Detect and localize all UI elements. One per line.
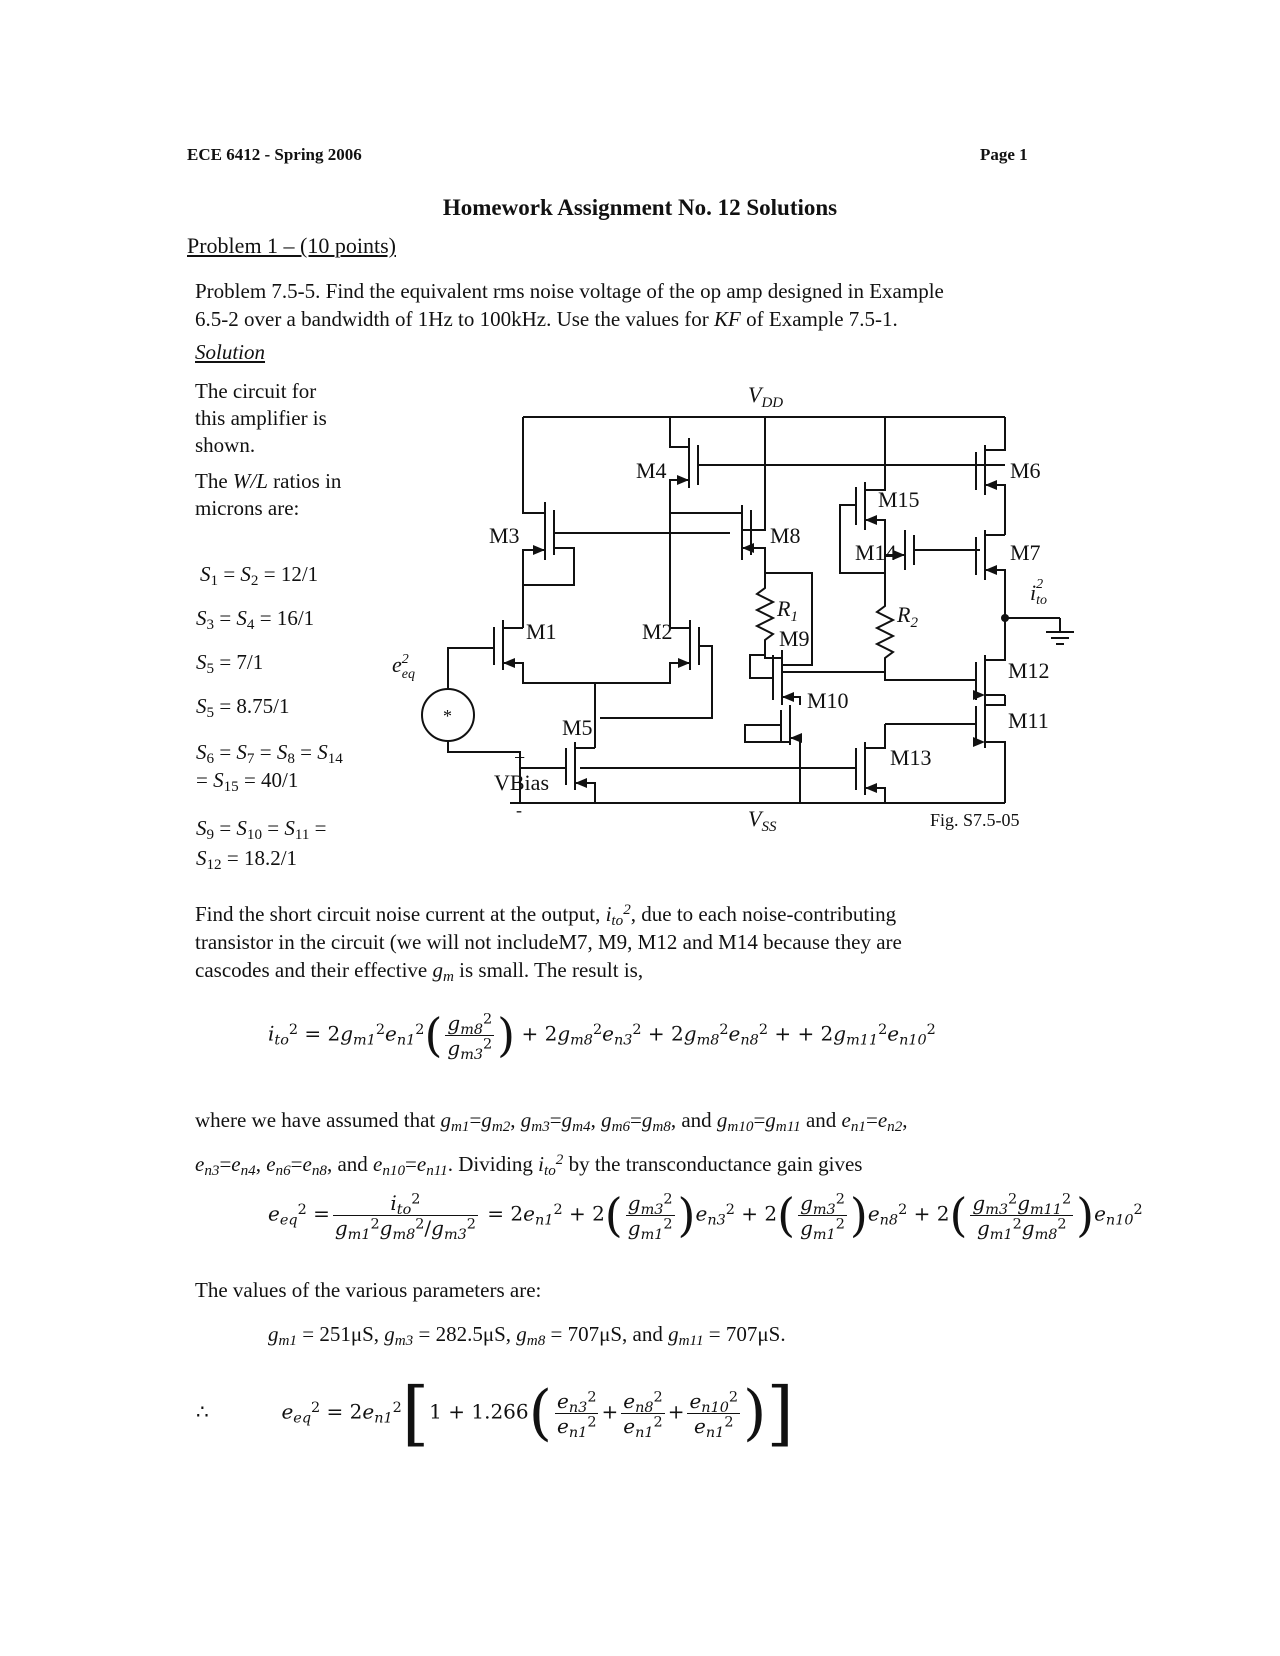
wl-line-1b: ratios in — [267, 469, 342, 493]
m12-label: M12 — [1008, 658, 1050, 683]
ratio-s9-s12-value: 18.2/1 — [243, 846, 298, 870]
m6-label: M6 — [1010, 458, 1041, 483]
problem-line-1: Problem 7.5-5. Find the equivalent rms noise voltage of the op amp designed in Example — [195, 279, 944, 303]
ratio-s5b: $S_5 = 8.75/1$ — [196, 694, 290, 722]
r1-label: $R_1$ — [777, 596, 798, 625]
circuit-description — [195, 378, 327, 459]
vss-label: $V_{SS}$ — [748, 806, 777, 835]
ratio-s6-s15: $S_6 = S_7 = S_8 = S_{14}$ = $S_{15} = 40/1$ — [196, 740, 343, 796]
para2-line-1a: where we have assumed that — [195, 1108, 441, 1132]
para1-line-1 — [195, 900, 902, 928]
circuit-desc-line-3: shown. — [195, 433, 256, 457]
equation-final: ∴ $e_{eq}^2 = 2e_{n1}^2[1 + 1.266$( $\frac{e_{n3}^2}{e_{n1}^2}$ + $\frac{e_{n8}^2}{e_{n1}^2}$ + $\frac{e_{n10}^2}{e_{n1}^2}$ )] — [196, 1372, 794, 1454]
problem-line-2b: of Example 7.5-1. — [740, 307, 898, 331]
parameter-values: $g_{m1} = 251\mu S$, $g_{m3} = 282.5\mu S$, $g_{m8} = 707\mu S$, and $g_{m11} = 707\mu S$. — [268, 1322, 786, 1350]
gm8-value: 707μS — [567, 1322, 623, 1346]
ito-inline: $i_{to}^2$ — [605, 902, 631, 930]
document-title: Homework Assignment No. 12 Solutions — [442, 195, 838, 220]
wl-line-1 — [195, 468, 341, 495]
para2-and-2: and — [800, 1108, 842, 1132]
m5-label: M5 — [562, 715, 593, 740]
values-and: and — [632, 1322, 663, 1346]
m8-label: M8 — [770, 523, 801, 548]
m13-label: M13 — [890, 745, 932, 770]
wl-line-2: microns are: — [195, 496, 300, 520]
para1-line-3a: cascodes and their effective — [195, 958, 433, 982]
paragraph-short-circuit — [195, 900, 902, 984]
vdd-label: $V_{DD}$ — [748, 382, 784, 411]
para2-line-2b: by the transconductance gain gives — [563, 1152, 863, 1176]
ratio-s1-s2-value: 12/1 — [280, 562, 319, 586]
para2-line-2: $e_{n3}=e_{n4}$, $e_{n6}=e_{n8}$, and $e_{n10}=e_{n11}$. Dividing $i_{to}^2$ by the transconductance gain gives — [195, 1152, 863, 1180]
noise-source-symbol: * — [443, 706, 452, 726]
ratio-s3-s4: $S_3 = S_4 = 16/1$ — [196, 606, 315, 634]
para1-line-3b: is small. The result is, — [453, 958, 644, 982]
r2-label: $R_2$ — [897, 602, 918, 631]
para1-line-1a: Find the short circuit noise current at the output, — [195, 902, 606, 926]
vbias-plus: + — [514, 747, 526, 769]
gm-inline: $g_m$ — [432, 958, 454, 986]
ito-label: $i^2$ to — [1030, 577, 1048, 608]
problem-statement — [195, 277, 944, 333]
vbias-label: VBias — [494, 770, 549, 795]
m15-label: M15 — [878, 487, 920, 512]
para1-line-1b: , due to each noise-contributing — [630, 902, 897, 926]
m3-label: M3 — [489, 523, 520, 548]
ratio-s5b-value: 8.75/1 — [236, 694, 290, 718]
ratio-s6-s15-value: 40/1 — [261, 768, 299, 792]
para2-and-3: and — [332, 1152, 374, 1176]
m7-label: M7 — [1010, 540, 1041, 565]
ratio-s9-s12: $S_9 = S_{10} = S_{11}$ = $S_{12} = 18.2/1$ — [196, 816, 327, 874]
para1-line-2: transistor in the circuit (we will not includeM7, M9, M12 and M14 because they are — [195, 930, 902, 954]
gm1-value: 251μS — [319, 1322, 374, 1346]
problem-heading: Problem 1 – (10 points) — [187, 233, 396, 258]
circuit-desc-line-2: this amplifier is — [195, 406, 327, 430]
m2-label: M2 — [642, 619, 673, 644]
ratio-s5a-value: 7/1 — [236, 650, 264, 674]
wl-symbol: W/L — [232, 469, 268, 493]
therefore-symbol: ∴ — [196, 1399, 209, 1424]
circuit-desc-line-1: The circuit for — [195, 379, 317, 403]
problem-line-2 — [195, 305, 944, 333]
solution-label: Solution — [195, 340, 266, 364]
paragraph-values-intro: The values of the various parameters are: — [195, 1278, 542, 1302]
m1-label: M1 — [526, 619, 557, 644]
m10-label: M10 — [807, 688, 849, 713]
wl-line-1a: The — [195, 469, 233, 493]
final-one: 1 — [429, 1399, 442, 1424]
figure-label: Fig. S7.5-05 — [930, 810, 1020, 830]
page-number: Page 1 — [980, 145, 1028, 164]
m4-label: M4 — [636, 458, 667, 483]
ratio-s1-s2: $S_1 = S_2 = 12/1$ — [200, 562, 319, 590]
eeq-label: $e^2$ eq — [392, 652, 415, 682]
problem-line-2a: 6.5-2 over a bandwidth of 1Hz to 100kHz. Use the values for — [195, 307, 715, 331]
para1-line-3 — [195, 956, 902, 984]
m11-label: M11 — [1008, 708, 1049, 733]
paragraph-assumptions — [195, 1098, 908, 1186]
course-header: ECE 6412 - Spring 2006 — [187, 145, 362, 164]
wl-description — [195, 468, 341, 522]
gm3-value: 282.5μS — [435, 1322, 506, 1346]
equation-eeq: $e_{eq}^2$ = $\frac{i_{to}^2}{g_{m1}^2g_{m8}^2/g_{m3}^2}$ = $2e_{n1}^2 + 2$( $\frac{g_{m3}^2}{g_{m1}^2}$ )$e_{n3}^2 + 2$( $\frac{g_{m3}^2}{g_{m1}^2}$ )$e_{n8}^2 + 2$( $\frac{g_{m3}^2g_{m11}^2}{g_{m1}^2g_{m8}^2}$ )$e_{n10}^2$ — [268, 1188, 1143, 1243]
para2-and-1: and — [676, 1108, 717, 1132]
final-coefficient: 1.266 — [471, 1399, 529, 1424]
m9-label: M9 — [779, 626, 810, 651]
vbias-minus: - — [516, 800, 522, 820]
ratio-s5a: $S_5 = 7/1$ — [196, 650, 264, 678]
m14-label: M14 — [855, 540, 897, 565]
equation-ito: $i_{to}^2 = 2g_{m1}^2e_{n1}^2$( $\frac{g_{m8}^2}{g_{m3}^2}$ ) + $2g_{m8}^2e_{n3}^2 + 2g_{m8}^2e_{n8}^2$ + + $2g_{m11}^2e_{n10}^2$ — [268, 1008, 936, 1063]
gm11-value: 707μS — [725, 1322, 781, 1346]
para2-line-1: where we have assumed that $g_{m1}=g_{m2}$, $g_{m3}=g_{m4}$, $g_{m6}=g_{m8}$, and $g_{m10}=g_{m11}$ and $e_{n1}=e_{n2}$, — [195, 1108, 908, 1136]
ratio-s3-s4-value: 16/1 — [276, 606, 315, 630]
kf-symbol: KF — [714, 307, 741, 331]
op-amp-schematic — [370, 380, 1090, 840]
para2-dividing: Dividing — [452, 1152, 539, 1176]
